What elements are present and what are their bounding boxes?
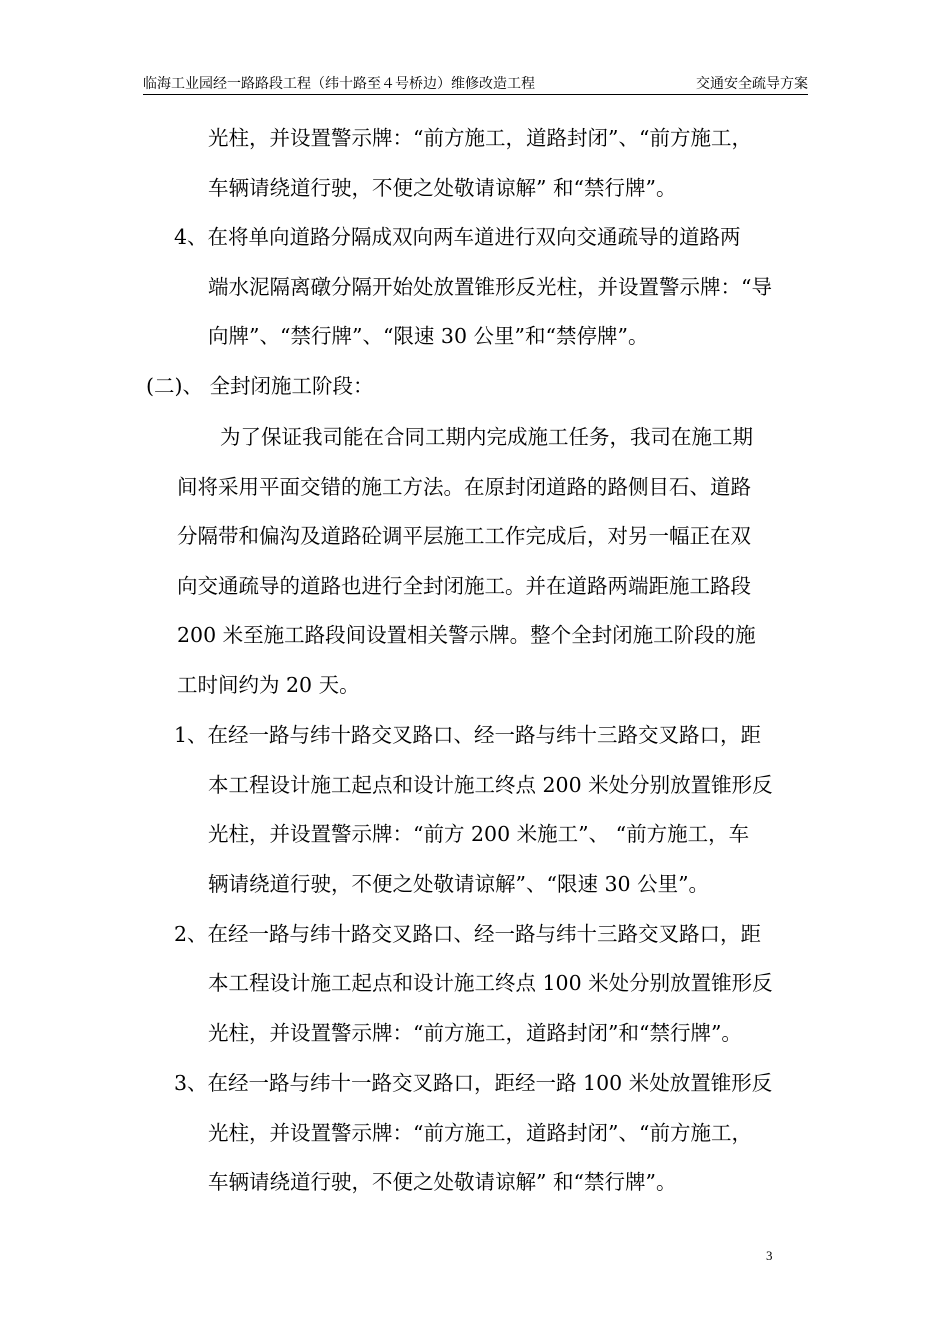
body-line: 本工程设计施工起点和设计施工终点 100 米处分别放置锥形反 [208, 971, 773, 995]
body-line: 车辆请绕道行驶，不便之处敬请谅解” 和“禁行牌”。 [208, 1170, 677, 1194]
section-heading: (二)、 全封闭施工阶段： [146, 374, 374, 398]
list-item-4: 4、在将单向道路分隔成双向两车道进行双向交通疏导的道路两 [174, 225, 741, 249]
body-line: 200 米至施工路段间设置相关警示牌。整个全封闭施工阶段的施 [177, 623, 756, 647]
list-item-2: 2、在经一路与纬十路交叉路口、经一路与纬十三路交叉路口，距 [174, 922, 762, 946]
paragraph-first-line: 为了保证我司能在合同工期内完成施工任务，我司在施工期 [220, 425, 753, 449]
header-document-title: 交通安全疏导方案 [696, 76, 808, 92]
body-line: 光柱，并设置警示牌：“前方 200 米施工”、 “前方施工，车 [208, 822, 750, 846]
list-item-3: 3、在经一路与纬十一路交叉路口，距经一路 100 米处放置锥形反 [174, 1071, 773, 1095]
body-line: 分隔带和偏沟及道路砼调平层施工工作完成后，对另一幅正在双 [177, 524, 751, 548]
body-line: 工时间约为 20 天。 [177, 673, 360, 697]
body-line: 光柱，并设置警示牌：“前方施工，道路封闭”和“禁行牌”。 [208, 1021, 742, 1045]
body-line: 辆请绕道行驶，不便之处敬请谅解”、“限速 30 公里”。 [208, 872, 710, 896]
header-project-title: 临海工业园经一路路段工程（纬十路至４号桥边）维修改造工程 [143, 76, 535, 92]
body-line: 光柱，并设置警示牌：“前方施工，道路封闭”、“前方施工， [208, 126, 752, 150]
page-number: 3 [766, 1248, 773, 1263]
body-line: 光柱，并设置警示牌：“前方施工，道路封闭”、“前方施工， [208, 1121, 752, 1145]
body-line: 车辆请绕道行驶，不便之处敬请谅解” 和“禁行牌”。 [208, 176, 677, 200]
body-line: 向交通疏导的道路也进行全封闭施工。并在道路两端距施工路段 [177, 574, 751, 598]
list-item-1: 1、在经一路与纬十路交叉路口、经一路与纬十三路交叉路口，距 [174, 723, 762, 747]
body-line: 本工程设计施工起点和设计施工终点 200 米处分别放置锥形反 [208, 773, 773, 797]
body-line: 间将采用平面交错的施工方法。在原封闭道路的路侧目石、道路 [177, 475, 751, 499]
page-header [143, 68, 808, 95]
body-line: 端水泥隔离礅分隔开始处放置锥形反光柱，并设置警示牌：“导 [208, 275, 772, 299]
body-line: 向牌”、“禁行牌”、“限速 30 公里”和“禁停牌”。 [208, 324, 649, 348]
